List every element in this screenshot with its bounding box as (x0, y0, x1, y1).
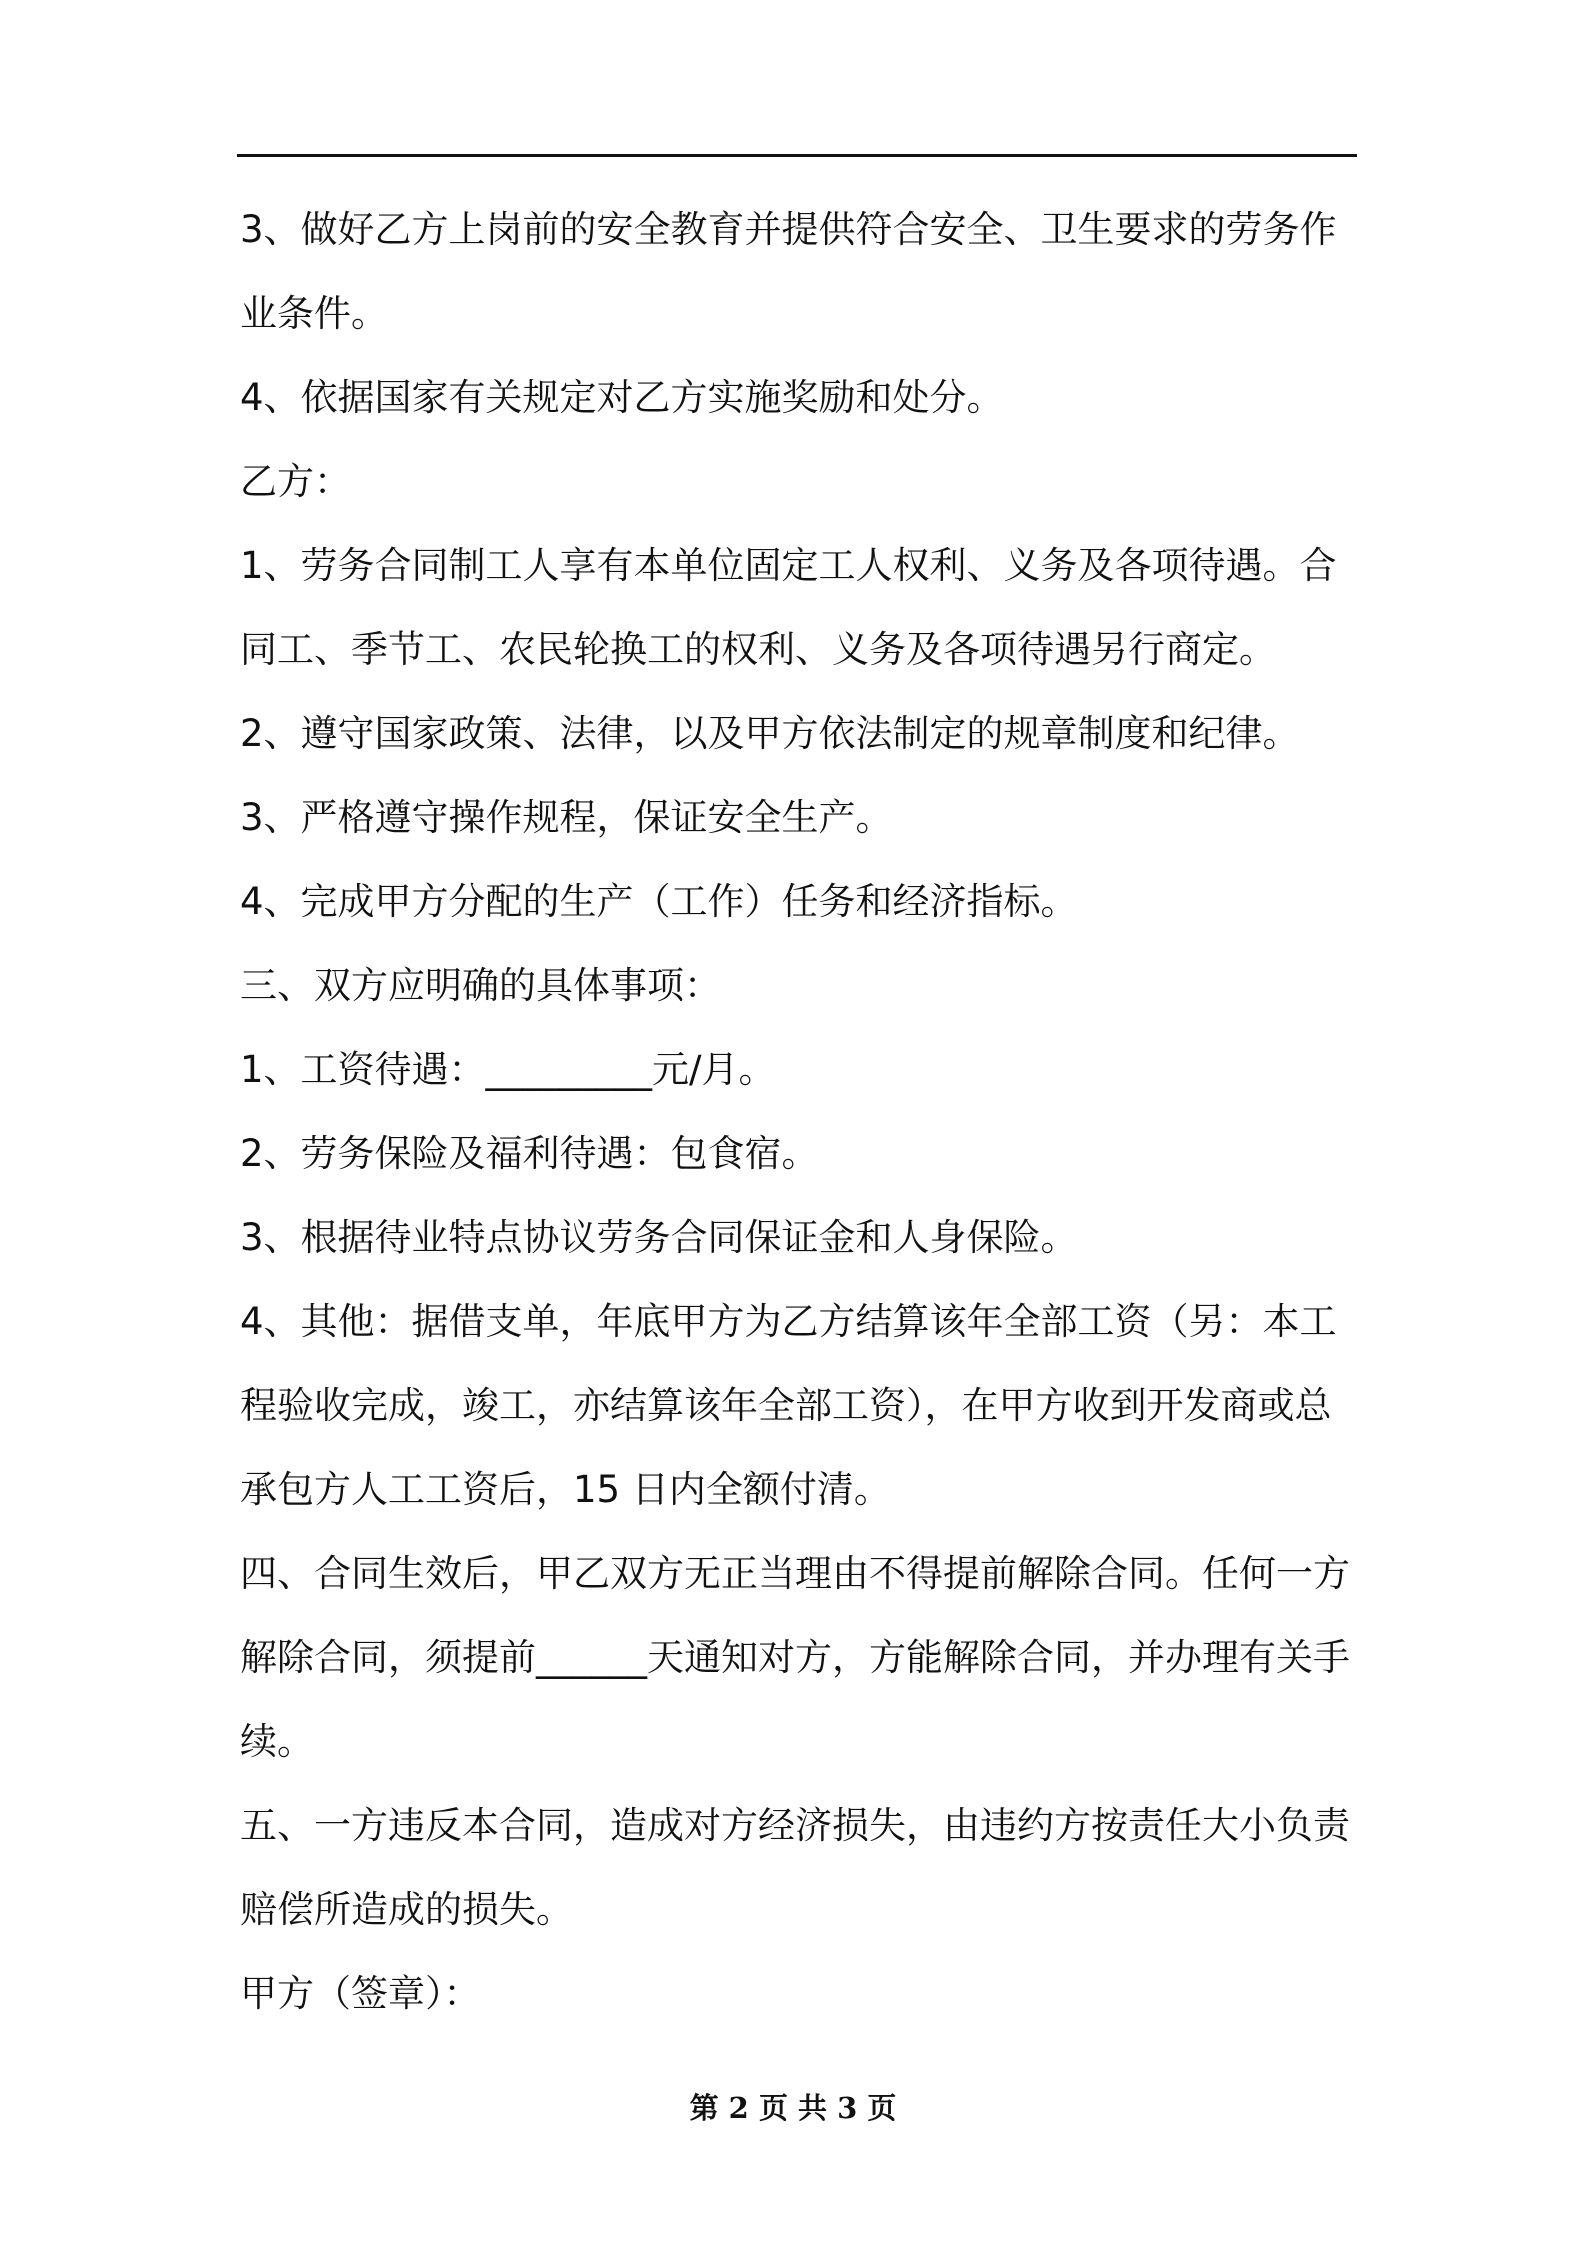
page-number: 第 2 页 共 3 页 (689, 2091, 897, 2125)
paragraph-other: 4、其他：据借支单，年底甲方为乙方结算该年全部工资（另：本工程验收完成，竣工，亦结算该年全部工资），在甲方收到开发商或总承包方人工工资后，15 日内全额付清。 (240, 1300, 1337, 1511)
section-five-paragraph: 五、一方违反本合同，造成对方经济损失，由违约方按责任大小负责赔偿所造成的损失。 (240, 1804, 1350, 1931)
header-rule (237, 154, 1357, 157)
paragraph-party-b-item-3: 3、严格遵守操作规程，保证安全生产。 (240, 796, 893, 839)
paragraph-deposit: 3、根据待业特点协议劳务合同保证金和人身保险。 (240, 1216, 1078, 1259)
paragraph-party-b-heading: 乙方： (240, 460, 351, 503)
paragraph-wage: 1、工资待遇：_________元/月。 (240, 1048, 776, 1091)
section-three-heading: 三、双方应明确的具体事项： (240, 964, 721, 1007)
document-body (240, 188, 1358, 2036)
paragraph-party-b-item-2: 2、遵守国家政策、法律，以及甲方依法制定的规章制度和纪律。 (240, 712, 1300, 755)
party-a-signature-line: 甲方（签章）： (240, 1972, 481, 2015)
paragraph-party-b-item-4: 4、完成甲方分配的生产（工作）任务和经济指标。 (240, 880, 1078, 923)
paragraph-party-a-item-3: 3、做好乙方上岗前的安全教育并提供符合安全、卫生要求的劳务作业条件。 (240, 208, 1337, 335)
paragraph-party-a-item-4: 4、依据国家有关规定对乙方实施奖励和处分。 (240, 376, 1004, 419)
paragraph-insurance: 2、劳务保险及福利待遇：包食宿。 (240, 1132, 819, 1175)
section-four-paragraph: 四、合同生效后，甲乙双方无正当理由不得提前解除合同。任何一方解除合同，须提前______天通知对方，方能解除合同，并办理有关手续。 (240, 1552, 1350, 1763)
paragraph-party-b-item-1: 1、劳务合同制工人享有本单位固定工人权利、义务及各项待遇。合同工、季节工、农民轮换工的权利、义务及各项待遇另行商定。 (240, 544, 1337, 671)
